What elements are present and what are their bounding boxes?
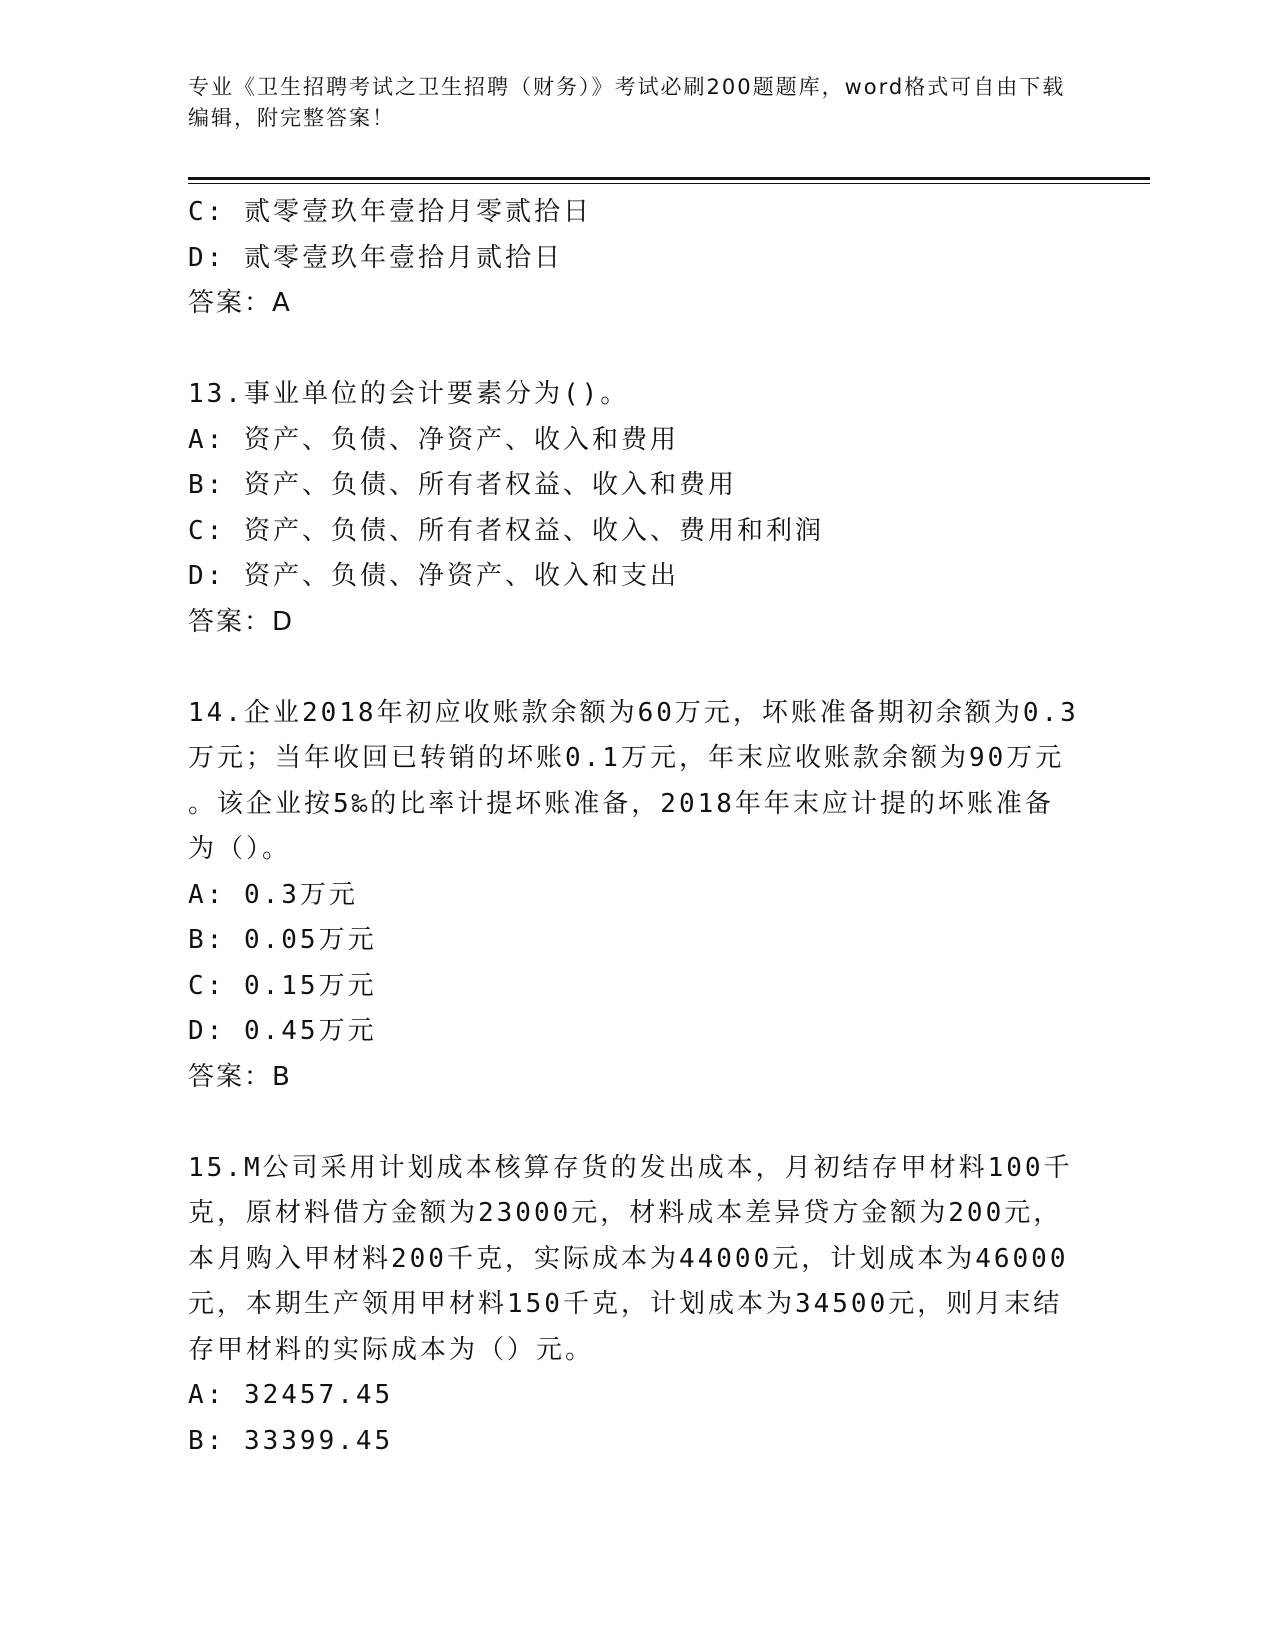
question-14-text-line: 14.企业2018年初应收账款余额为60万元，坏账准备期初余额为0.3 xyxy=(188,697,1079,728)
question-13-option-a: A: 资产、负债、净资产、收入和费用 xyxy=(188,424,679,455)
question-14-option-c: C: 0.15万元 xyxy=(188,970,377,1001)
question-13-option-d: D: 资产、负债、净资产、收入和支出 xyxy=(188,561,679,591)
option-d: D: 贰零壹玖年壹拾月贰拾日 xyxy=(188,242,563,273)
question-13-option-c: C: 资产、负债、所有者权益、收入、费用和利润 xyxy=(188,515,824,546)
question-14-text-line: 。该企业按5‰的比率计提坏账准备，2018年年末应计提的坏账准备 xyxy=(188,788,1054,819)
question-15-text-line: 克，原材料借方金额为23000元，材料成本差异贷方金额为200元， xyxy=(188,1198,1063,1228)
question-15-text-line: 存甲材料的实际成本为（）元。 xyxy=(188,1334,595,1365)
question-14-text-line: 万元；当年收回已转销的坏账0.1万元，年末应收账款余额为90万元 xyxy=(188,743,1065,773)
question-15-text-line: 本月购入甲材料200千克，实际成本为44000元，计划成本为46000 xyxy=(188,1243,1069,1274)
question-14-option-a: A: 0.3万元 xyxy=(188,879,358,910)
header-divider-thick xyxy=(188,177,1150,180)
question-15-option-a: A: 32457.45 xyxy=(188,1380,394,1410)
answer-line: 答案：A xyxy=(188,288,292,318)
spacer xyxy=(188,645,1088,691)
question-15-option-b: B: 33399.45 xyxy=(188,1425,394,1456)
question-15-text-line: 元，本期生产领用甲材料150千克，计划成本为34500元，则月末结 xyxy=(188,1289,1063,1319)
question-14-answer: 答案：B xyxy=(188,1061,292,1092)
document-header: 专业《卫生招聘考试之卫生招聘（财务）》考试必刷200题题库，word格式可自由下载编辑，附完整答案！ xyxy=(188,75,1066,130)
question-14-option-d: D: 0.45万元 xyxy=(188,1016,377,1046)
question-15-text-line: 15.M公司采用计划成本核算存货的发出成本，月初结存甲材料100千 xyxy=(188,1152,1073,1183)
question-14-text-line: 为（）。 xyxy=(188,834,292,864)
question-13-text: 13.事业单位的会计要素分为()。 xyxy=(188,379,630,409)
spacer xyxy=(188,327,1088,373)
option-c: C: 贰零壹玖年壹拾月零贰拾日 xyxy=(188,197,592,227)
header-divider-thin xyxy=(188,183,1150,184)
question-13-answer: 答案：D xyxy=(188,606,295,637)
question-content xyxy=(188,190,1088,1464)
question-13-option-b: B: 资产、负债、所有者权益、收入和费用 xyxy=(188,470,737,500)
question-14-option-b: B: 0.05万元 xyxy=(188,925,377,955)
spacer xyxy=(188,1100,1088,1146)
